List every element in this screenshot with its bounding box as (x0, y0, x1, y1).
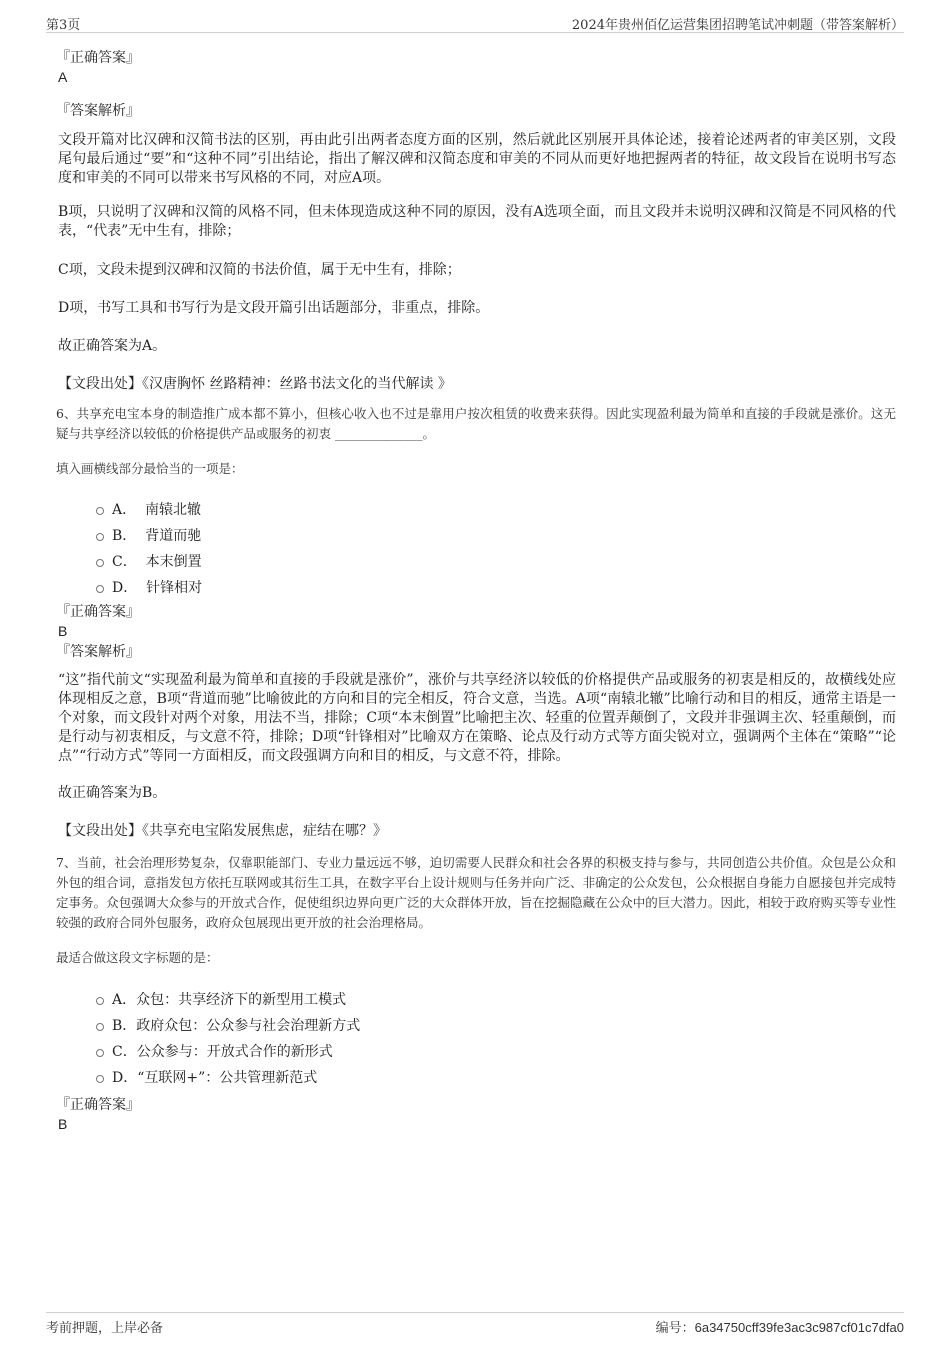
code-value: 6a34750cff39fe3ac3c987cf01c7dfa0 (694, 1320, 904, 1335)
analysis-label: 『答案解析』 (56, 644, 140, 660)
conclusion: 故正确答案为B。 (58, 785, 167, 801)
answer-label: 『正确答案』 (56, 1097, 140, 1113)
option-c[interactable] (96, 548, 896, 574)
options-list (96, 986, 896, 1090)
code-label: 编号： (655, 1321, 695, 1336)
analysis-paragraph: C项，文段未提到汉碑和汉简的书法价值，属于无中生有，排除； (58, 262, 461, 278)
answer-value: A (58, 69, 68, 85)
page-header (46, 14, 904, 33)
answer-value: B (58, 1116, 68, 1132)
option-d[interactable] (96, 574, 896, 600)
option-b[interactable] (96, 1012, 896, 1038)
radio-icon[interactable] (96, 997, 104, 1005)
option-label: B．政府众包：公众参与社会治理新方式 (112, 1018, 361, 1034)
option-label: A． 南辕北辙 (112, 502, 202, 518)
radio-icon[interactable] (96, 1023, 104, 1031)
page-number: 第3页 (46, 18, 81, 33)
answer-label: 『正确答案』 (56, 604, 140, 620)
option-label: B． 背道而驰 (112, 528, 202, 544)
option-c[interactable] (96, 1038, 896, 1064)
analysis-paragraph: B项，只说明了汉碑和汉简的风格不同，但未体现造成这种不同的原因，没有A选项全面，而且文段并未说明汉碑和汉简是不同风格的代表，“代表”无中生有，排除； (58, 204, 896, 239)
analysis-paragraph: “这”指代前文“实现盈利最为简单和直接的手段就是涨价”，涨价与共享经济以较低的价格提供产品或服务的初衷是相反的，故横线处应体现相反之意，B项“背道而驰”比喻彼此的方向和目的完全相反，符合文意，当选。A项“南辕北辙”比喻行动和目的相反，通常主语是一个对象，而文段针对两个对象，用法不当，排除；C项“本末倒置”比喻把主次、轻重的位置弄颠倒了，文段并非强调主次、轻重颠倒，而是行动与初衷相反，与文意不符，排除；D项“针锋相对”比喻双方在策略、论点及行动方式等方面尖锐对立，强调两个主体在“策略”“论点”“行动方式”等同一方面相反，而文段强调方向和目的相反，与文意不符，排除。 (58, 672, 896, 764)
footer-slogan: 考前押题，上岸必备 (46, 1321, 164, 1336)
radio-icon[interactable] (96, 533, 104, 541)
analysis-label: 『答案解析』 (56, 103, 140, 119)
option-label: C． 本末倒置 (112, 554, 202, 570)
option-label: C．公众参与：开放式合作的新形式 (112, 1044, 333, 1060)
option-label: D．“互联网+”：公共管理新范式 (112, 1070, 318, 1086)
option-label: A．众包：共享经济下的新型用工模式 (112, 992, 347, 1008)
document-title: 2024年贵州佰亿运营集团招聘笔试冲刺题（带答案解析） (571, 18, 904, 33)
option-label: D． 针锋相对 (112, 580, 203, 596)
radio-icon[interactable] (96, 507, 104, 515)
question-text: 6、共享充电宝本身的制造推广成本都不算小，但核心收入也不过是靠用户按次租赁的收费来获得。因此实现盈利最为简单和直接的手段就是涨价。这无疑与共享经济以较低的价格提供产品或服务的初衷 ______________。 (56, 406, 896, 441)
question-prompt: 最适合做这段文字标题的是： (56, 950, 219, 965)
question-text: 7、当前，社会治理形势复杂，仅靠职能部门、专业力量远远不够，迫切需要人民群众和社会各界的积极支持与参与，共同创造公共价值。众包是公众和外包的组合词，意指发包方依托互联网或其衍生工具，在数字平台上设计规则与任务并向广泛、非确定的公众发包，公众根据自身能力自愿接包并完成特定事务。众包强调大众参与的开放式合作，促使组织边界向更广泛的大众群体开放，旨在挖掘隐藏在公众中的巨大潜力。因此，相较于政府购买等专业性较强的政府合同外包服务，政府众包展现出更开放的社会治理格局。 (56, 855, 896, 930)
source-citation: 【文段出处】《共享充电宝陷发展焦虑，症结在哪？》 (58, 823, 387, 839)
analysis-paragraph: D项，书写工具和书写行为是文段开篇引出话题部分，非重点，排除。 (58, 300, 490, 316)
option-a[interactable] (96, 496, 896, 522)
answer-value: B (58, 623, 68, 639)
radio-icon[interactable] (96, 585, 104, 593)
page-footer (46, 1312, 904, 1335)
answer-label: 『正确答案』 (56, 50, 140, 66)
radio-icon[interactable] (96, 559, 104, 567)
analysis-paragraph: 文段开篇对比汉碑和汉简书法的区别，再由此引出两者态度方面的区别，然后就此区别展开具体论述，接着论述两者的审美区别，文段尾句最后通过“要”和“这种不同”引出结论，指出了解汉碑和汉简态度和审美的不同从而更好地把握两者的特征，故文段旨在说明书写态度和审美的不同可以带来书写风格的不同，对应A项。 (58, 132, 896, 186)
option-a[interactable] (96, 986, 896, 1012)
document-content (56, 46, 896, 1133)
question-prompt: 填入画横线部分最恰当的一项是： (56, 461, 244, 476)
option-b[interactable] (96, 522, 896, 548)
document-code (656, 1317, 904, 1336)
source-citation: 【文段出处】《汉唐胸怀 丝路精神：丝路书法文化的当代解读 》 (58, 376, 452, 392)
option-d[interactable] (96, 1064, 896, 1090)
options-list (96, 496, 896, 600)
radio-icon[interactable] (96, 1049, 104, 1057)
conclusion: 故正确答案为A。 (58, 338, 167, 354)
radio-icon[interactable] (96, 1075, 104, 1083)
